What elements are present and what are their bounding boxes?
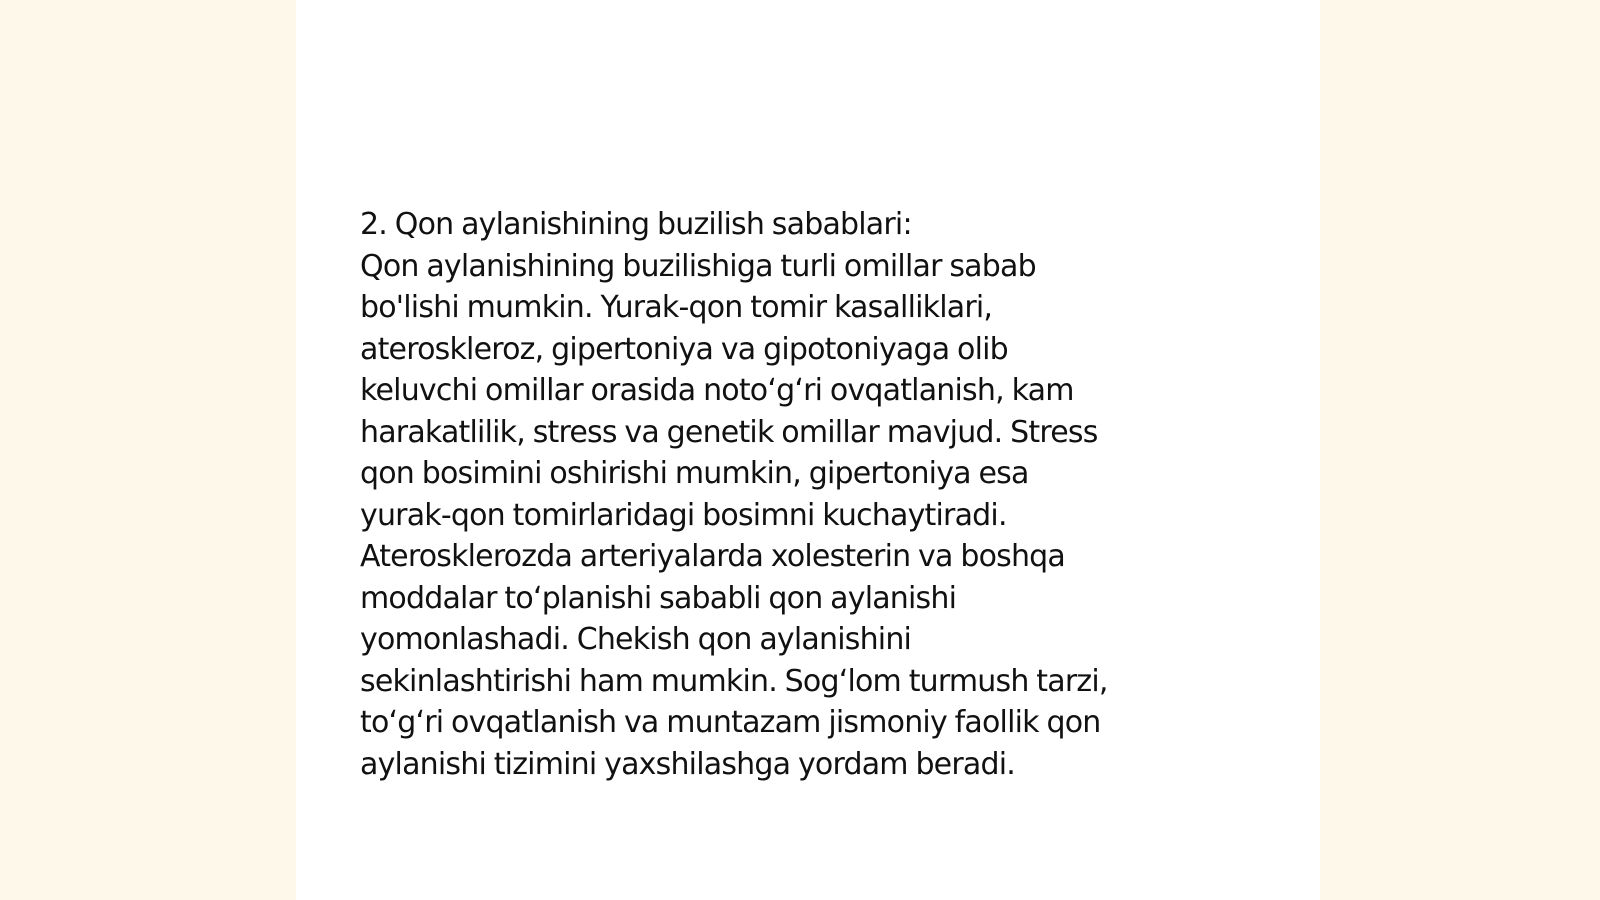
body-line: bo'lishi mumkin. Yurak-qon tomir kasalliklari, [360,290,993,325]
body-line: sekinlashtirishi ham mumkin. Sog‘lom turmush tarzi, [360,663,1108,699]
body-line: aylanishi tizimini yaxshilashga yordam beradi. [360,746,1015,782]
body-line: keluvchi omillar orasida noto‘g‘ri ovqatlanish, kam [360,373,1074,408]
body-line: to‘g‘ri ovqatlanish va muntazam jismoniy faollik qon [360,705,1101,740]
body-line: yurak-qon tomirlaridagi bosimni kuchaytiradi. [360,497,1007,533]
body-line: yomonlashadi. Chekish qon aylanishini [360,622,912,657]
text-content [360,204,1260,785]
body-line: harakatlilik, stress va genetik omillar mavjud. Stress [360,414,1098,450]
body-line: moddalar to‘planishi sababli qon aylanishi [360,580,957,616]
body-line: Aterosklerozda arteriyalarda xolesterin va boshqa [360,539,1065,574]
body-line: qon bosimini oshirishi mumkin, gipertoniya esa [360,456,1029,491]
section-heading: 2. Qon aylanishining buzilish sabablari: [360,207,912,242]
body-line: ateroskleroz, gipertoniya va gipotoniyaga olib [360,331,1008,367]
body-line: Qon aylanishining buzilishiga turli omillar sabab [360,248,1036,284]
document-page [296,0,1320,900]
